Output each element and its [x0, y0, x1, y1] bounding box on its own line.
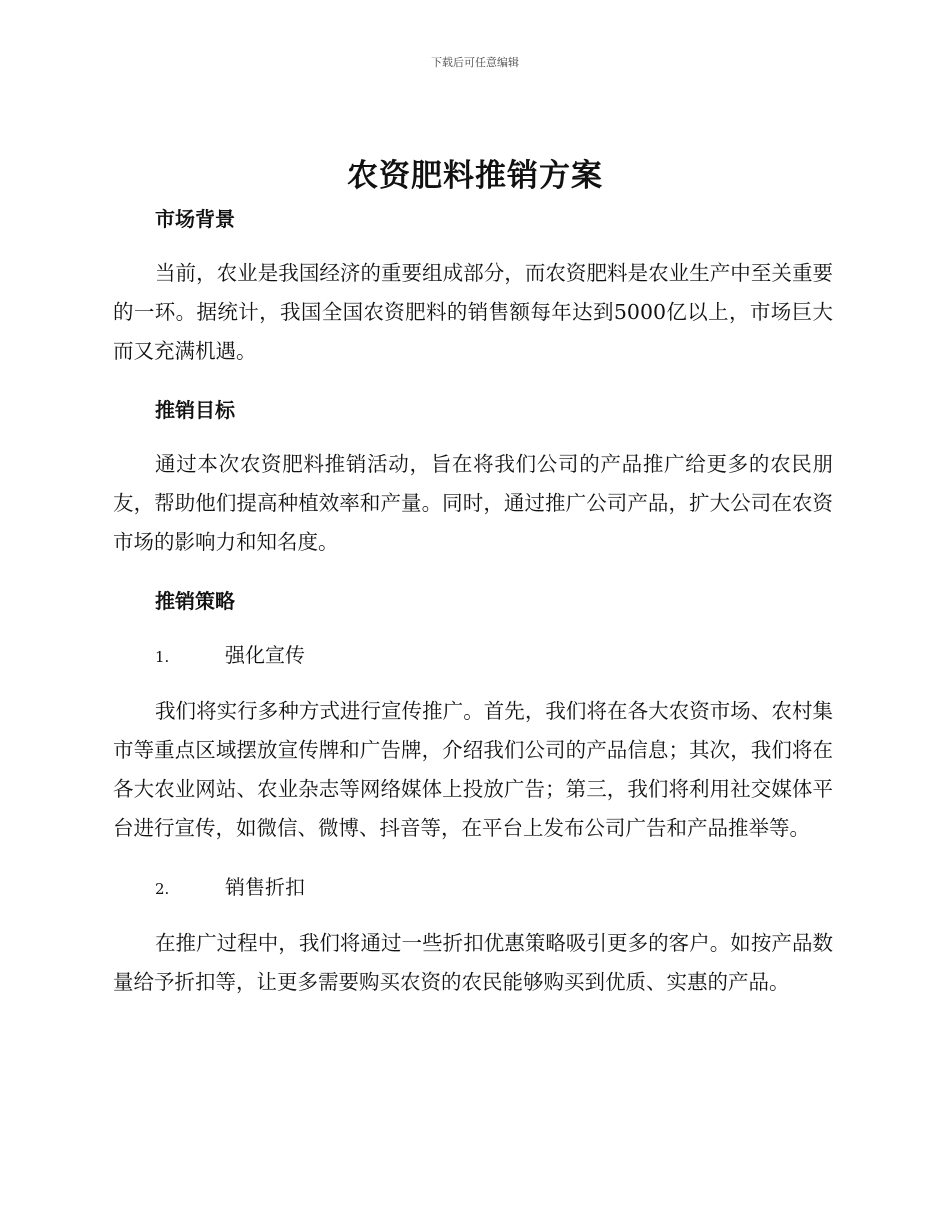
- section-heading-strategy: 推销策略: [155, 589, 235, 613]
- document-body: [113, 200, 833, 1002]
- paragraph-strategy-2: 在推广过程中，我们将通过一些折扣优惠策略吸引更多的客户。如按产品数量给予折扣等，让更多需要购买农资的农民能够购买到优质、实惠的产品。: [113, 931, 833, 994]
- list-label: 销售折扣: [225, 875, 305, 899]
- strategy-item-1: [113, 636, 833, 676]
- section-heading-goal: 推销目标: [155, 398, 235, 422]
- list-number: 1.: [155, 648, 170, 666]
- paragraph-goal: 通过本次农资肥料推销活动，旨在将我们公司的产品推广给更多的农民朋友，帮助他们提高种植效率和产量。同时，通过推广公司产品，扩大公司在农资市场的影响力和知名度。: [113, 452, 833, 554]
- header-note: 下载后可任意编辑: [431, 56, 519, 69]
- paragraph-strategy-1: 我们将实行多种方式进行宣传推广。首先，我们将在各大农资市场、农村集市等重点区域摆放宣传牌和广告牌，介绍我们公司的产品信息；其次，我们将在各大农业网站、农业杂志等网络媒体上投放广告；第三，我们将利用社交媒体平台进行宣传，如微信、微博、抖音等，在平台上发布公司广告和产品推举等。: [113, 699, 833, 840]
- document-title: 农资肥料推销方案: [347, 158, 603, 194]
- list-label: 强化宣传: [225, 643, 305, 667]
- strategy-item-2: [113, 868, 833, 908]
- section-heading-background: 市场背景: [155, 207, 235, 231]
- list-number: 2.: [155, 880, 170, 898]
- paragraph-background: 当前，农业是我国经济的重要组成部分，而农资肥料是农业生产中至关重要的一环。据统计，我国全国农资肥料的销售额每年达到5000亿以上，市场巨大而又充满机遇。: [113, 261, 833, 363]
